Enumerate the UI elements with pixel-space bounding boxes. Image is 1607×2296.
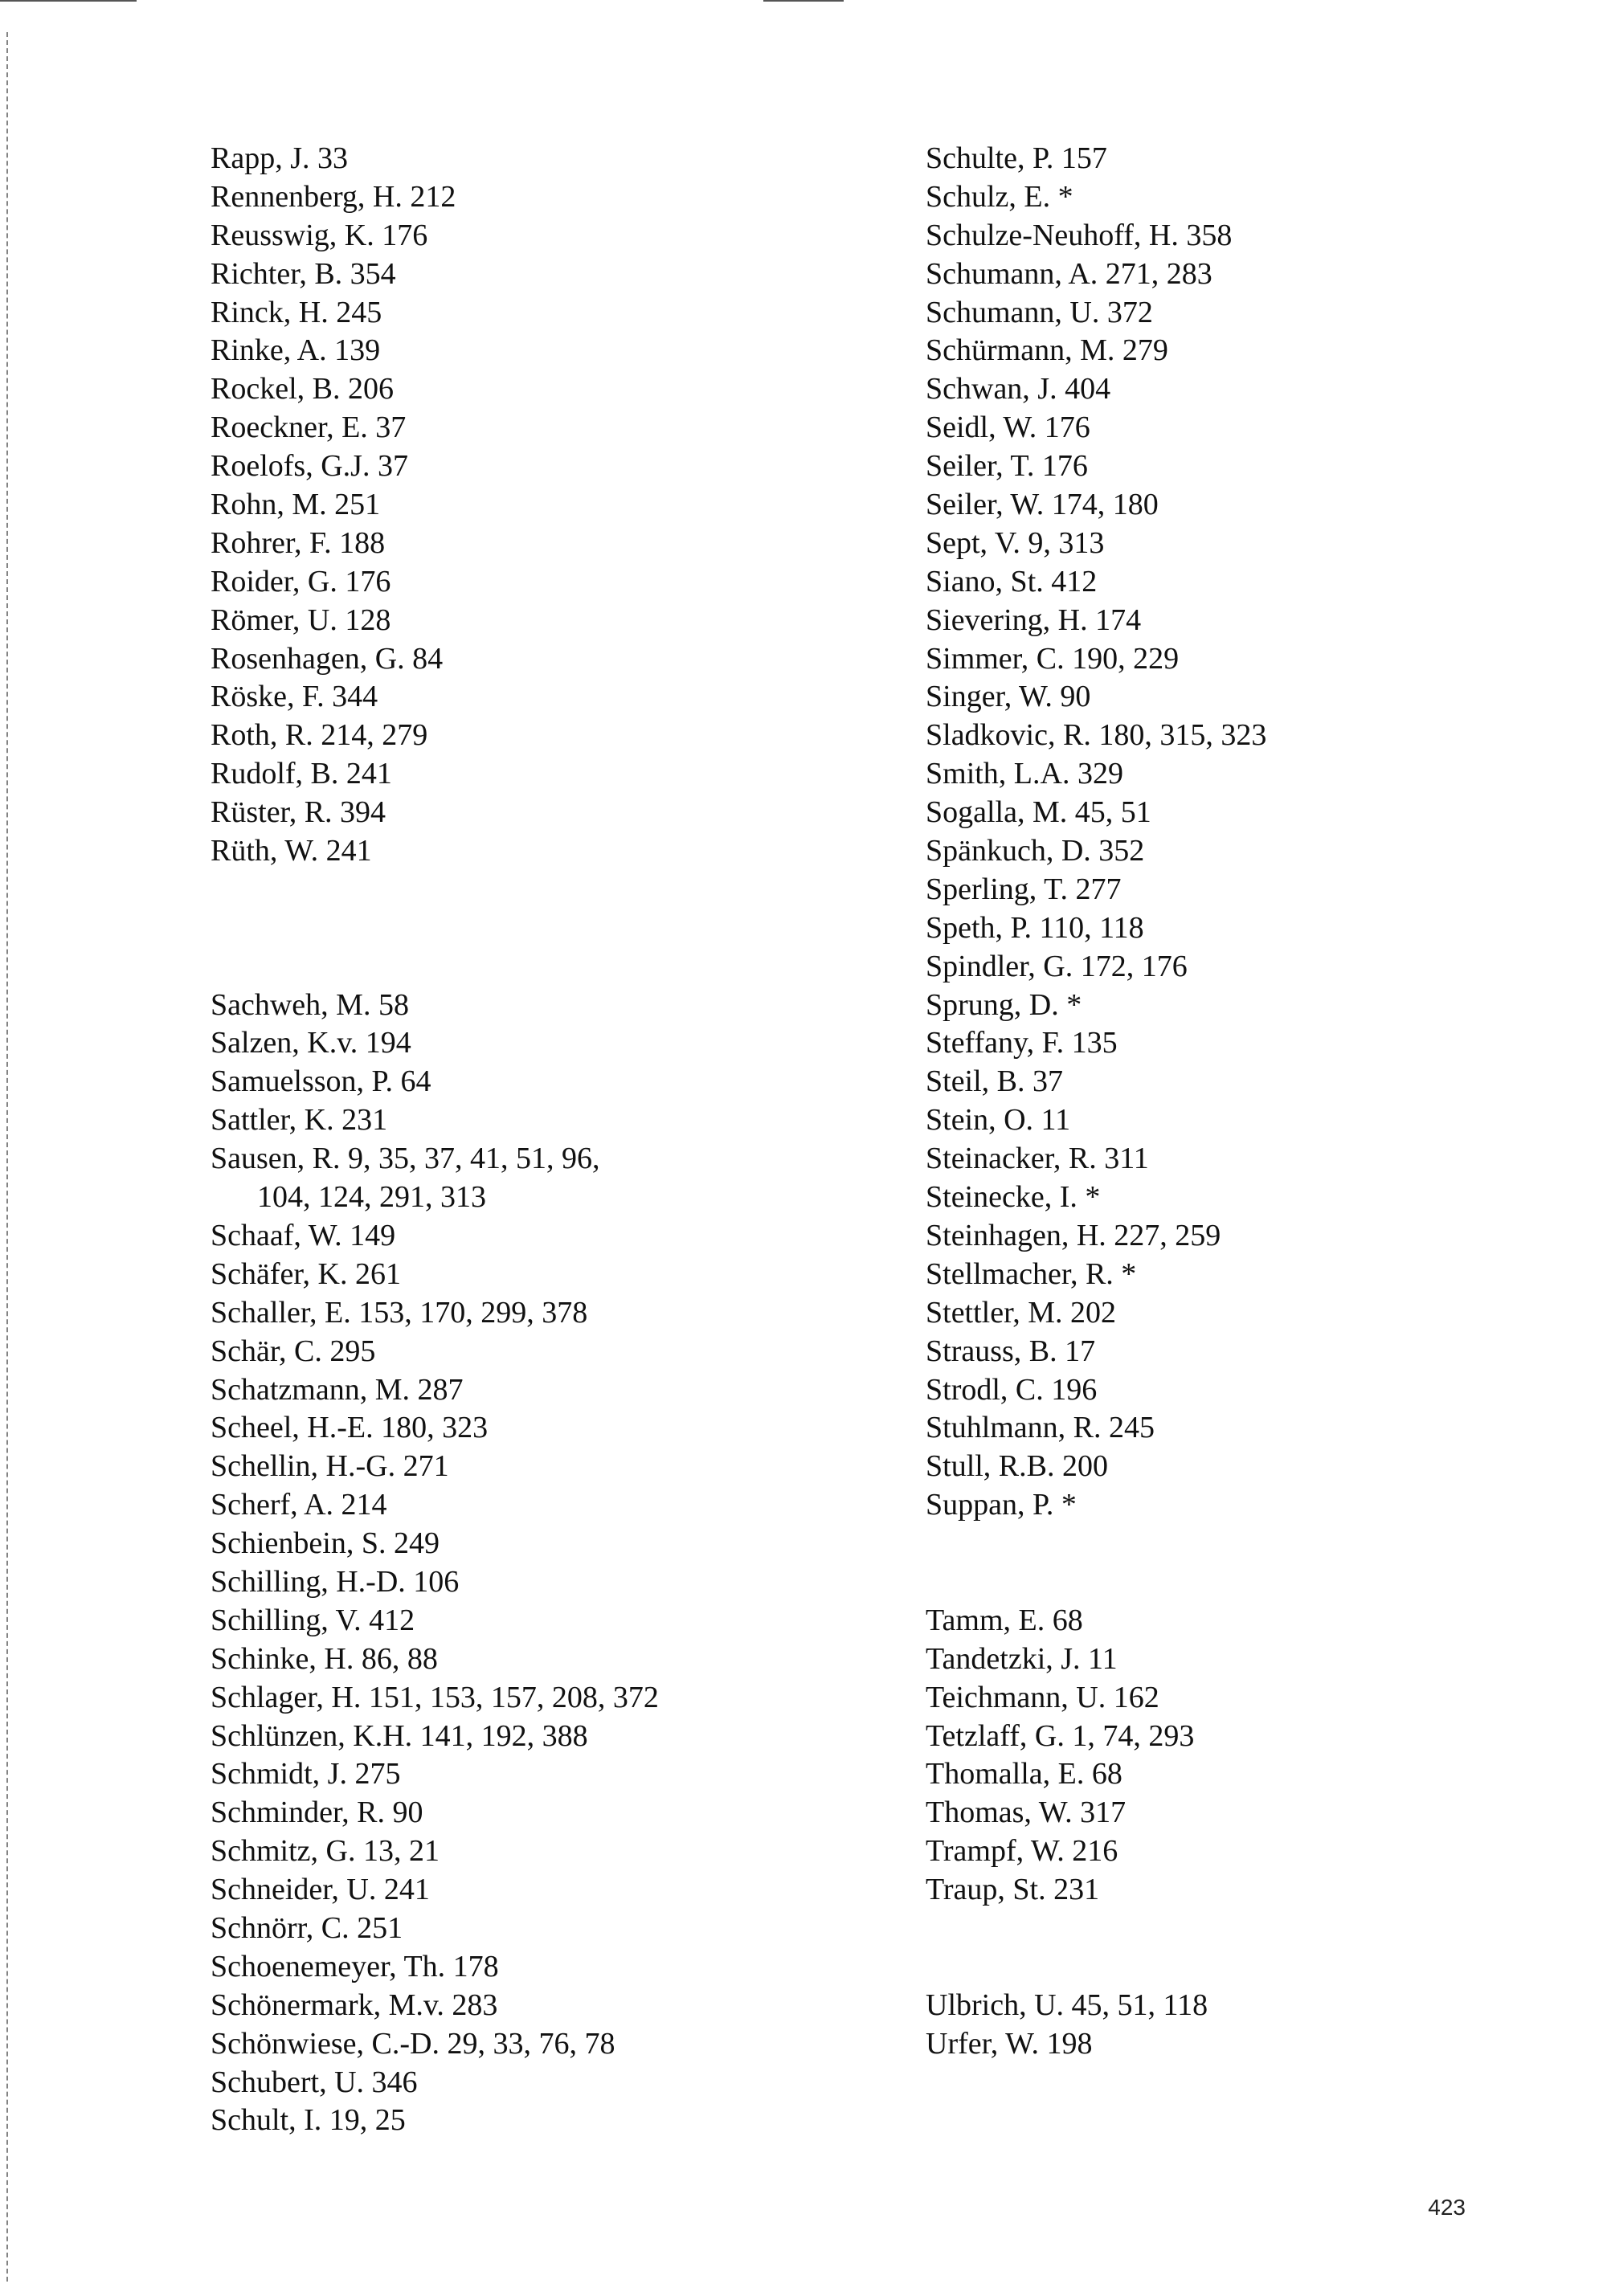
blank-line — [211, 948, 869, 987]
top-rule-left — [0, 0, 137, 2]
index-entry: Seidl, W. 176 — [926, 411, 1090, 445]
index-entry: Schär, C. 295 — [211, 1334, 376, 1368]
index-entry: Simmer, C. 190, 229 — [926, 641, 1180, 676]
index-entry: Schmidt, J. 275 — [211, 1757, 401, 1791]
index-entry: Ulbrich, U. 45, 51, 118 — [926, 1988, 1208, 2022]
index-entry: Strodl, C. 196 — [926, 1372, 1098, 1407]
blank-line — [211, 909, 869, 948]
index-entry: Schaaf, W. 149 — [211, 1218, 396, 1252]
index-entry: Schlünzen, K.H. 141, 192, 388 — [211, 1718, 588, 1753]
index-column-left — [211, 140, 869, 2140]
index-entry: Stuhlmann, R. 245 — [926, 1411, 1155, 1445]
index-entry: Schneider, U. 241 — [211, 1873, 430, 1907]
index-entry: Schäfer, K. 261 — [211, 1256, 401, 1291]
index-entry: Singer, W. 90 — [926, 680, 1091, 714]
index-entry: Spindler, G. 172, 176 — [926, 949, 1188, 983]
top-rule-middle — [763, 0, 844, 2]
index-entry: Schellin, H.-G. 271 — [211, 1449, 449, 1484]
blank-line — [926, 1525, 1585, 1563]
binding-edge — [6, 32, 8, 2282]
index-entry: Roider, G. 176 — [211, 564, 391, 599]
page-number: 423 — [1428, 2195, 1466, 2220]
index-entry: Stellmacher, R. * — [926, 1256, 1137, 1291]
index-entry: Suppan, P. * — [926, 1488, 1077, 1522]
index-entry: Roeckner, E. 37 — [211, 411, 407, 445]
index-entry: Sogalla, M. 45, 51 — [926, 795, 1151, 830]
index-entry: Rosenhagen, G. 84 — [211, 641, 444, 676]
index-entry: Rohn, M. 251 — [211, 488, 381, 522]
index-entry: Steinecke, I. * — [926, 1180, 1101, 1215]
index-entry: Sievering, H. 174 — [926, 603, 1142, 637]
index-entry: Rüster, R. 394 — [211, 795, 386, 830]
index-entry: Schönwiese, C.-D. 29, 33, 76, 78 — [211, 2026, 615, 2061]
blank-line — [926, 1563, 1585, 1602]
index-entry: Scheel, H.-E. 180, 323 — [211, 1411, 489, 1445]
index-entry: Spänkuch, D. 352 — [926, 834, 1145, 868]
index-entry: Schumann, U. 372 — [926, 295, 1153, 329]
index-entry: Röske, F. 344 — [211, 680, 378, 714]
index-entry: Sept, V. 9, 313 — [926, 525, 1105, 560]
index-entry: Seiler, T. 176 — [926, 449, 1088, 484]
index-entry: Sladkovic, R. 180, 315, 323 — [926, 718, 1267, 753]
index-column-right — [926, 140, 1585, 2064]
index-entry: Speth, P. 110, 118 — [926, 910, 1144, 945]
blank-line — [926, 1910, 1585, 1948]
index-entry: Reusswig, K. 176 — [211, 218, 428, 252]
index-entry: Schoenemeyer, Th. 178 — [211, 1949, 499, 1983]
index-entry: Urfer, W. 198 — [926, 2026, 1093, 2061]
index-entry: Seiler, W. 174, 180 — [926, 488, 1159, 522]
index-entry: Schwan, J. 404 — [926, 372, 1111, 406]
index-entry: Rudolf, B. 241 — [211, 757, 392, 791]
index-entry: Sattler, K. 231 — [211, 1103, 388, 1138]
index-entry: Schnörr, C. 251 — [211, 1910, 403, 1945]
index-entry: Rüth, W. 241 — [211, 834, 372, 868]
index-entry: Roth, R. 214, 279 — [211, 718, 428, 753]
index-entry: Römer, U. 128 — [211, 603, 391, 637]
index-entry: Stettler, M. 202 — [926, 1295, 1117, 1330]
index-entry: Smith, L.A. 329 — [926, 757, 1123, 791]
index-entry: Rockel, B. 206 — [211, 372, 394, 406]
index-entry: Strauss, B. 17 — [926, 1334, 1096, 1368]
index-entry: Rinck, H. 245 — [211, 295, 382, 329]
index-entry: Schilling, V. 412 — [211, 1603, 415, 1637]
index-entry: Roelofs, G.J. 37 — [211, 449, 408, 484]
index-entry: Schult, I. 19, 25 — [211, 2103, 406, 2138]
index-entry: Steinacker, R. 311 — [926, 1142, 1149, 1176]
index-entry: Sausen, R. 9, 35, 37, 41, 51, 96, — [211, 1142, 600, 1176]
index-entry: Rapp, J. 33 — [211, 141, 348, 175]
index-entry: Schumann, A. 271, 283 — [926, 256, 1212, 291]
index-entry: Scherf, A. 214 — [211, 1488, 387, 1522]
index-entry: Schaller, E. 153, 170, 299, 378 — [211, 1295, 588, 1330]
index-entry: Steinhagen, H. 227, 259 — [926, 1218, 1221, 1252]
index-entry: Thomas, W. 317 — [926, 1796, 1127, 1830]
index-entry: Trampf, W. 216 — [926, 1834, 1118, 1869]
index-entry: Rennenberg, H. 212 — [211, 179, 456, 214]
blank-line — [211, 871, 869, 909]
index-entry: Salzen, K.v. 194 — [211, 1026, 411, 1060]
index-entry: Tandetzki, J. 11 — [926, 1641, 1118, 1676]
index-entry: Schminder, R. 90 — [211, 1796, 423, 1830]
index-entry: Teichmann, U. 162 — [926, 1680, 1159, 1714]
index-entry: Samuelsson, P. 64 — [211, 1064, 431, 1099]
blank-line — [926, 1948, 1585, 1987]
index-entry: Thomalla, E. 68 — [926, 1757, 1122, 1791]
index-entry: Schönermark, M.v. 283 — [211, 1988, 498, 2022]
index-entry: Schulz, E. * — [926, 179, 1073, 214]
index-entry: Stull, R.B. 200 — [926, 1449, 1108, 1484]
index-entry: Stein, O. 11 — [926, 1103, 1071, 1138]
index-entry: Schulze-Neuhoff, H. 358 — [926, 218, 1233, 252]
index-entry: Siano, St. 412 — [926, 564, 1098, 599]
index-entry: Sperling, T. 277 — [926, 872, 1122, 906]
index-entry: Sprung, D. * — [926, 987, 1082, 1022]
index-entry: Sachweh, M. 58 — [211, 987, 409, 1022]
index-entry: Steffany, F. 135 — [926, 1026, 1118, 1060]
index-entry: Schubert, U. 346 — [211, 2065, 418, 2099]
index-entry: Steil, B. 37 — [926, 1064, 1064, 1099]
index-entry: Schlager, H. 151, 153, 157, 208, 372 — [211, 1680, 659, 1714]
index-entry: Rohrer, F. 188 — [211, 525, 386, 560]
index-entry: Schienbein, S. 249 — [211, 1526, 440, 1561]
index-entry: Schatzmann, M. 287 — [211, 1372, 464, 1407]
index-entry: Richter, B. 354 — [211, 256, 396, 291]
index-entry: Schilling, H.-D. 106 — [211, 1564, 460, 1599]
index-entry: Schürmann, M. 279 — [926, 333, 1168, 368]
index-entry: Schmitz, G. 13, 21 — [211, 1834, 440, 1869]
index-entry: Traup, St. 231 — [926, 1873, 1100, 1907]
index-entry: Schulte, P. 157 — [926, 141, 1107, 175]
index-entry: Tetzlaff, G. 1, 74, 293 — [926, 1718, 1195, 1753]
index-entry: 104, 124, 291, 313 — [257, 1180, 486, 1215]
index-entry: Rinke, A. 139 — [211, 333, 381, 368]
index-entry: Schinke, H. 86, 88 — [211, 1641, 438, 1676]
index-entry: Tamm, E. 68 — [926, 1603, 1083, 1637]
